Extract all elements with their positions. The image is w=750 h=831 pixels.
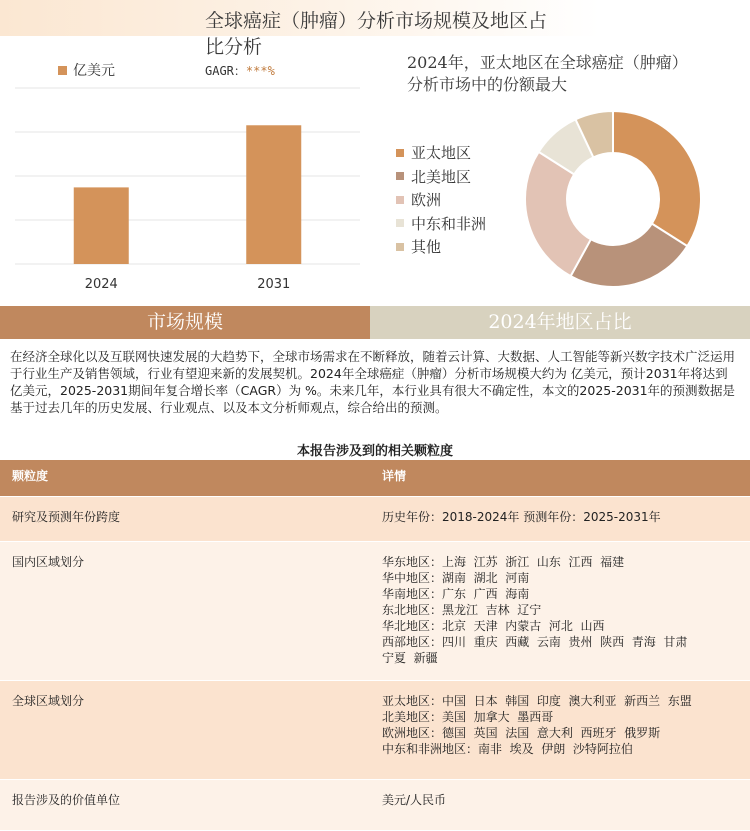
detail-line: 北美地区：美国 加拿大 墨西哥 [382, 710, 554, 724]
pie-legend-item [396, 165, 486, 189]
pie-legend-item [396, 235, 486, 259]
cagr-value: ***% [245, 64, 275, 78]
detail-line: 华北地区：北京 天津 内蒙古 河北 山西 [382, 619, 605, 633]
cagr-label [205, 62, 275, 79]
detail-line: 华东地区：上海 江苏 浙江 山东 江西 福建 [382, 555, 625, 569]
pie-legend-item [396, 212, 486, 236]
title-line-1: 全球癌症（肿瘤）分析市场规模及地区占 [205, 10, 548, 32]
pie-title-line-1: 2024年，亚太地区在全球癌症（肿瘤） [407, 53, 688, 72]
detail-line: 欧洲地区：德国 英国 法国 意大利 西班牙 俄罗斯 [382, 726, 661, 740]
intro-paragraph: 在经济全球化以及互联网快速发展的大趋势下，全球市场需求在不断释放，随着云计算、大数据、人工智能等新兴数字技术广泛运用于行业生产及销售领域，行业有望迎来新的发展契机。2024年全球癌症（肿瘤）分析市场规模大约为 亿美元，预计2031年将达到 亿美元，2025-2031期间年复合增长率（CAGR）为 %。未来几年，本行业具有很大不确定性，本文的2025-2031年的预测数据是基于过去几年的历史发展、行业观点、以及本文分析师观点，综合给出的预测。 [10, 349, 736, 415]
detail-line: 东北地区：黑龙江 吉林 辽宁 [382, 603, 542, 617]
pie-legend-swatch [396, 172, 404, 180]
row-details [370, 542, 750, 680]
cagr-prefix: GAGR： [205, 64, 246, 78]
granularity-table [0, 460, 750, 831]
pie-legend [396, 141, 486, 259]
row-label: 全球区域划分 [12, 694, 85, 708]
pie-legend-swatch [396, 219, 404, 227]
pie-legend-item [396, 141, 486, 165]
x-tick-label: 2031 [257, 277, 291, 292]
bar-legend-swatch [58, 66, 67, 75]
pie-title [407, 52, 737, 96]
detail-line: 美元/人民币 [382, 793, 447, 807]
table-row [0, 497, 750, 542]
detail-line: 华中地区：湖南 湖北 河南 [382, 571, 530, 585]
row-label: 国内区域划分 [12, 555, 85, 569]
row-details [370, 497, 750, 541]
detail-line: 亚太地区：中国 日本 韩国 印度 澳大利亚 新西兰 东盟 [382, 694, 692, 708]
table-body [0, 497, 750, 831]
detail-line: 西部地区：四川 重庆 西藏 云南 贵州 陕西 青海 甘肃 [382, 635, 688, 649]
title-line-2: 比分析 [205, 36, 263, 58]
header-cell-granularity: 颗粒度 [0, 460, 370, 496]
pie-legend-label: 亚太地区 [411, 144, 472, 163]
table-row [0, 780, 750, 831]
x-tick-label: 2024 [84, 277, 118, 292]
pie-chart [522, 108, 704, 290]
row-label: 研究及预测年份跨度 [12, 510, 121, 524]
bar-legend-label: 亿美元 [73, 63, 115, 79]
table-row [0, 681, 750, 780]
section-band-market-size: 市场规模 [0, 306, 370, 339]
bar-2024 [74, 187, 129, 264]
pie-legend-swatch [396, 149, 404, 157]
section-band-region-share: 2024年地区占比 [370, 306, 750, 339]
bar-2031 [246, 125, 301, 264]
detail-line: 宁夏 新疆 [382, 651, 438, 665]
table-header-row [0, 460, 750, 497]
pie-legend-swatch [396, 243, 404, 251]
pie-legend-label: 北美地区 [411, 167, 472, 186]
detail-line: 华南地区：广东 广西 海南 [382, 587, 530, 601]
row-details [370, 681, 750, 779]
pie-legend-swatch [396, 196, 404, 204]
bar-chart [0, 80, 370, 300]
row-label: 报告涉及的价值单位 [12, 793, 121, 807]
pie-legend-item [396, 188, 486, 212]
row-details [370, 780, 750, 830]
detail-line: 历史年份：2018-2024年 预测年份：2025-2031年 [382, 510, 661, 524]
table-title: 本报告涉及到的相关颗粒度 [296, 444, 453, 459]
detail-line: 中东和非洲地区：南非 埃及 伊朗 沙特阿拉伯 [382, 742, 633, 756]
pie-title-line-2: 分析市场中的份额最大 [407, 75, 568, 94]
pie-legend-label: 中东和非洲 [411, 214, 487, 233]
table-row [0, 542, 750, 681]
pie-legend-label: 其他 [411, 238, 442, 257]
header-cell-details: 详情 [370, 460, 750, 496]
pie-legend-label: 欧洲 [411, 191, 442, 210]
pie-slice-2 [525, 152, 591, 276]
